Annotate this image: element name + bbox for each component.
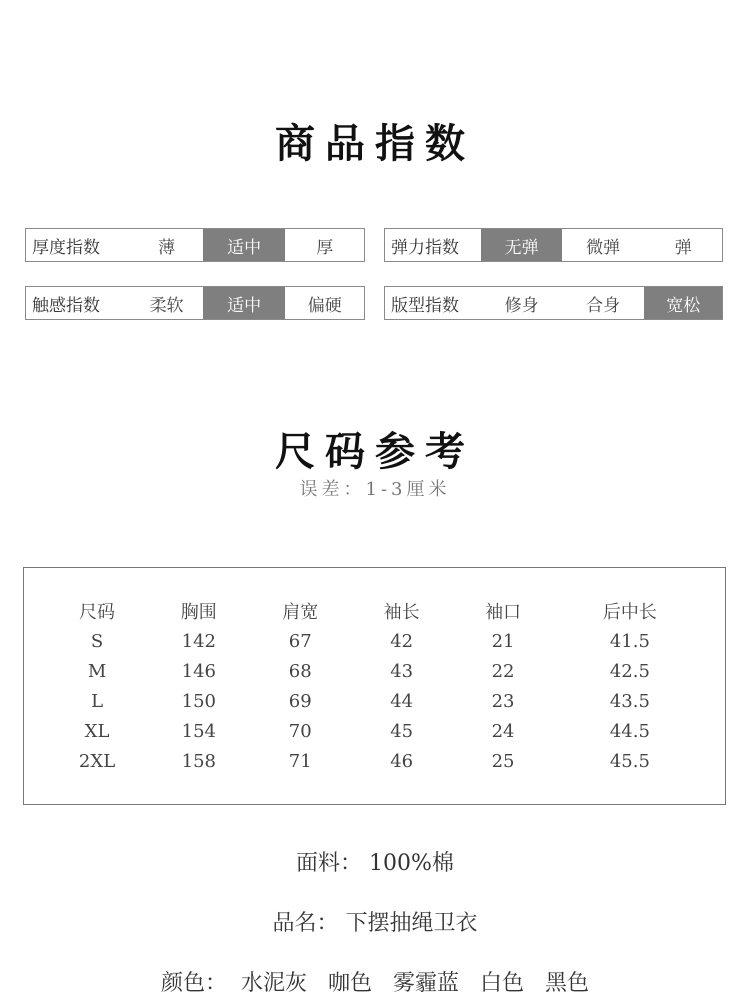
product-name-info: 品名： 下摆抽绳卫衣 (272, 911, 478, 936)
fit-index-label: 版型指数 (391, 295, 459, 316)
header-shoulder: 肩宽 (282, 602, 319, 623)
table-cell: XL (84, 720, 110, 742)
table-row (46, 656, 706, 686)
table-cell: 44.5 (609, 720, 650, 742)
table-cell: 42.5 (609, 660, 650, 682)
touch-option-firm: 偏硬 (307, 295, 342, 316)
table-row (46, 716, 706, 746)
table-cell: 70 (288, 720, 312, 742)
product-index-title: 商品指数 (275, 120, 475, 167)
fit-option-regular: 合身 (586, 295, 621, 316)
table-cell: 45 (390, 720, 414, 742)
elasticity-option-none: 无弹 (481, 229, 562, 261)
table-cell: 142 (181, 630, 216, 652)
table-cell: 146 (181, 660, 216, 682)
table-cell: 68 (288, 660, 312, 682)
table-cell: 23 (491, 690, 515, 712)
table-cell: M (87, 660, 107, 682)
elasticity-option-slight: 微弹 (586, 237, 621, 258)
table-cell: 2XL (78, 750, 116, 772)
fit-option-loose: 宽松 (644, 287, 722, 319)
header-sleeve-length: 袖长 (383, 602, 420, 623)
elasticity-option-stretch: 弹 (674, 237, 692, 258)
touch-index (25, 286, 365, 320)
thickness-option-thin: 薄 (158, 237, 176, 258)
table-cell: 44 (390, 690, 414, 712)
table-cell: 150 (181, 690, 216, 712)
table-cell: L (91, 690, 104, 712)
touch-option-soft: 柔软 (149, 295, 184, 316)
table-cell: 154 (181, 720, 216, 742)
table-cell: 43 (390, 660, 414, 682)
size-tolerance-note: 误差：1-3厘米 (299, 479, 451, 500)
table-cell: 21 (491, 630, 515, 652)
size-table (46, 596, 706, 776)
header-cuff: 袖口 (485, 602, 522, 623)
table-row (46, 746, 706, 776)
thickness-option-thick: 厚 (316, 237, 334, 258)
table-row (46, 686, 706, 716)
table-cell: 42 (390, 630, 414, 652)
touch-option-medium: 适中 (203, 287, 286, 319)
table-cell: 22 (491, 660, 515, 682)
elasticity-index (384, 228, 723, 262)
touch-index-label: 触感指数 (32, 295, 100, 316)
table-cell: 25 (491, 750, 515, 772)
table-cell: S (90, 630, 104, 652)
table-cell: 158 (181, 750, 216, 772)
thickness-index (25, 228, 365, 262)
fit-index (384, 286, 723, 320)
size-reference-title: 尺码参考 (275, 428, 475, 475)
table-cell: 43.5 (609, 690, 650, 712)
table-cell: 45.5 (609, 750, 650, 772)
elasticity-index-label: 弹力指数 (391, 237, 459, 258)
size-table-frame (23, 567, 726, 805)
table-row (46, 626, 706, 656)
table-cell: 71 (288, 750, 312, 772)
table-cell: 69 (288, 690, 312, 712)
header-back-length: 后中长 (602, 602, 657, 623)
fit-option-slim: 修身 (504, 295, 539, 316)
color-options-info: 颜色： 水泥灰 咖色 雾霾蓝 白色 黑色 (161, 971, 589, 996)
table-cell: 24 (491, 720, 515, 742)
size-table-header-row (46, 596, 706, 626)
thickness-index-label: 厚度指数 (32, 237, 100, 258)
table-cell: 46 (390, 750, 414, 772)
table-cell: 67 (288, 630, 312, 652)
header-chest: 胸围 (180, 602, 217, 623)
fabric-info: 面料： 100%棉 (296, 851, 454, 876)
thickness-option-medium: 适中 (203, 229, 286, 261)
table-cell: 41.5 (609, 630, 650, 652)
header-size: 尺码 (79, 602, 116, 623)
